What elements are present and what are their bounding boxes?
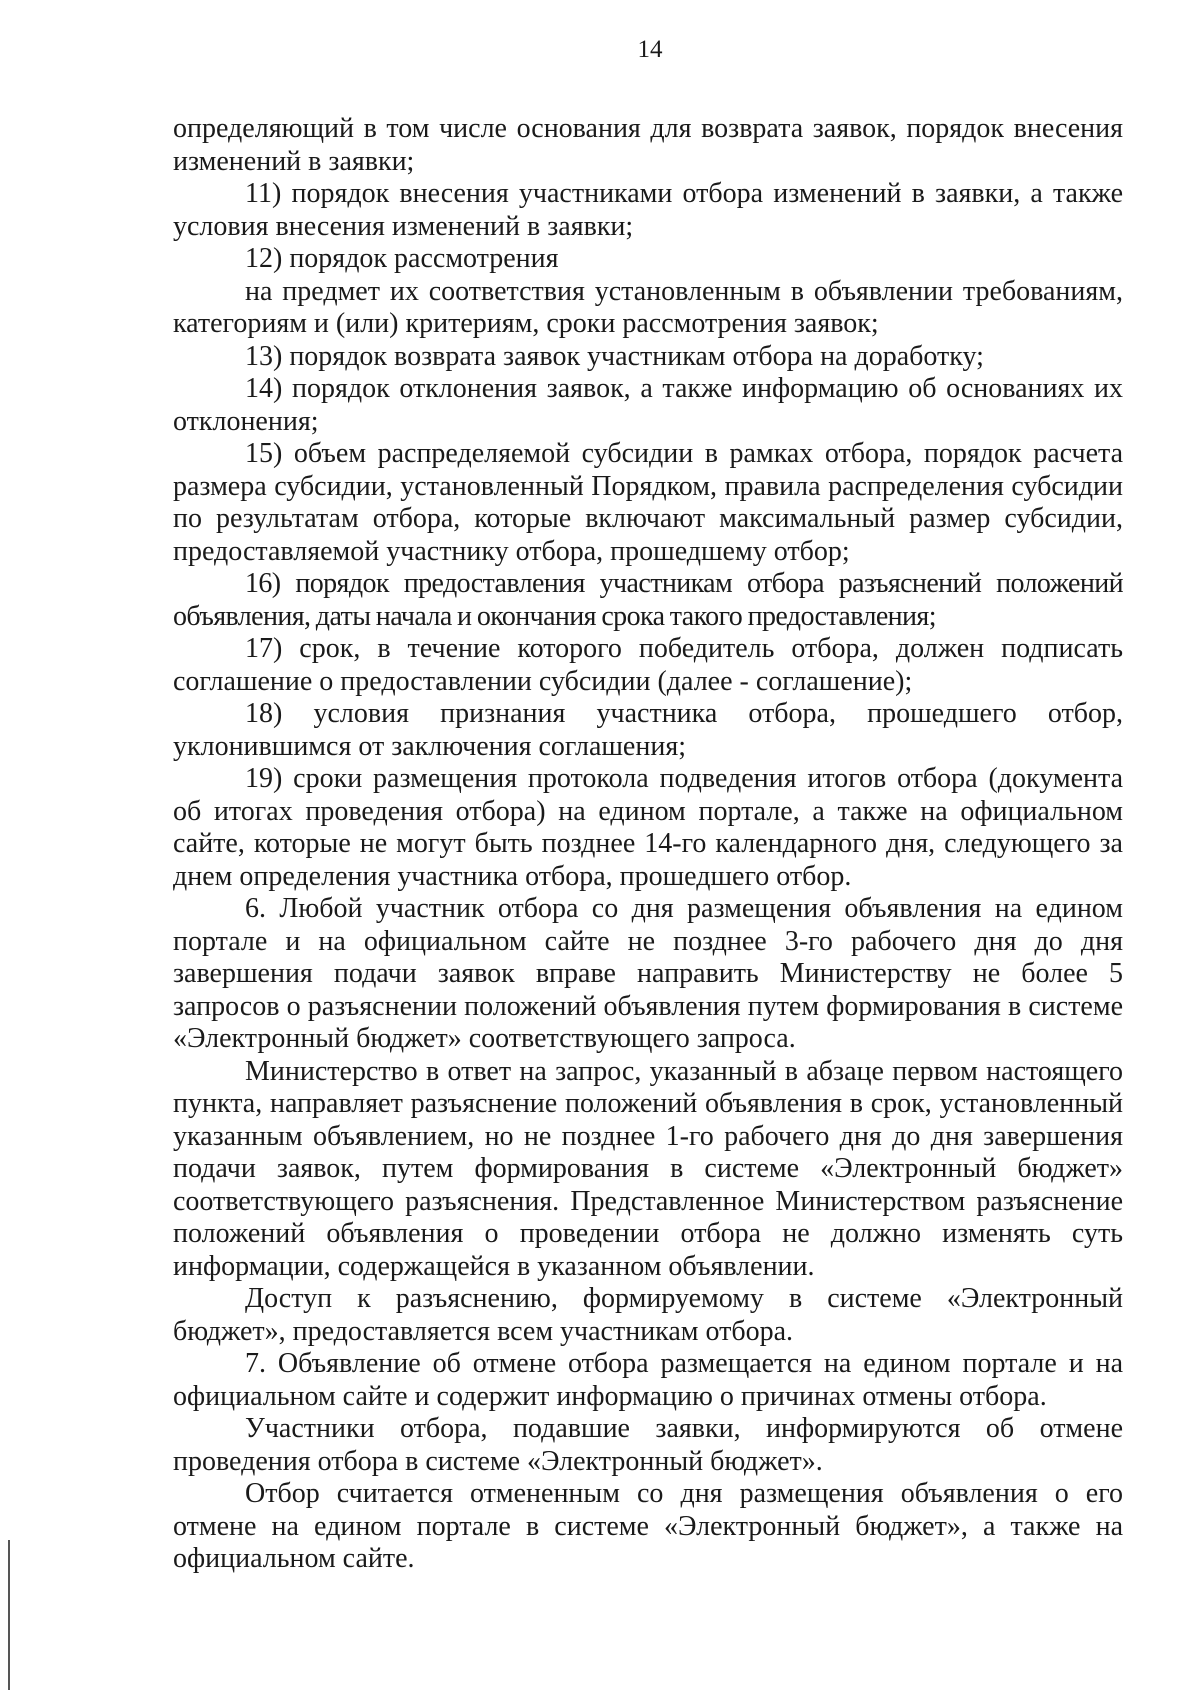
paragraph-item-13: 13) порядок возврата заявок участникам отбора на доработку;: [245, 340, 984, 372]
scan-edge-line: [8, 1540, 10, 1690]
paragraph-section-6: 6. Любой участник отбора со дня размещения объявления на едином портале и на официальном сайте не позднее 3-го рабочего дня до дня завершения подачи заявок вправе направить Министерству не более 5 запросов о разъяснении положений объявления путем формирования в системе «Электронный бюджет» соответствующего запроса.: [173, 893, 1123, 1054]
paragraph-item-16: 16) порядок предоставления участникам отбора разъяснений положений объявления, даты начала и окончания срока такого предоставления;: [173, 568, 1123, 632]
paragraph-item-11: 11) порядок внесения участниками отбора изменений в заявки, а также условия внесения изменений в заявки;: [173, 178, 1123, 242]
paragraph-item-14: 14) порядок отклонения заявок, а также информацию об основаниях их отклонения;: [173, 373, 1123, 437]
paragraph-item-12-continued: на предмет их соответствия установленным в объявлении требованиям, категориям и (или) критериям, сроки рассмотрения заявок;: [173, 275, 1123, 339]
paragraph-item-17: 17) срок, в течение которого победитель отбора, должен подписать соглашение о предоставлении субсидии (далее - соглашение);: [173, 633, 1123, 697]
paragraph-ministry-response: Министерство в ответ на запрос, указанный в абзаце первом настоящего пункта, направляет разъяснение положений объявления в срок, установленный указанным объявлением, но не позднее 1-го рабочего дня до дня завершения подачи заявок, путем формирования в системе «Электронный бюджет» соответствующего разъяснения. Представленное Министерством разъяснение положений объявления о проведении отбора не должно изменять суть информации, содержащейся в указанном объявлении.: [173, 1055, 1123, 1282]
paragraph-section-7: 7. Объявление об отмене отбора размещается на едином портале и на официальном сайте и содержит информацию о причинах отмены отбора.: [173, 1348, 1123, 1412]
paragraph-access-clarification: Доступ к разъяснению, формируемому в системе «Электронный бюджет», предоставляется всем участникам отбора.: [173, 1283, 1123, 1347]
document-body: [173, 113, 1123, 1576]
page-number: 14: [637, 36, 663, 63]
paragraph-item-12: 12) порядок рассмотрения: [245, 243, 559, 274]
paragraph-selection-cancelled: Отбор считается отмененным со дня размещения объявления о его отмене на едином портале в системе «Электронный бюджет», а также на официальном сайте.: [173, 1478, 1123, 1574]
paragraph-item-19: 19) сроки размещения протокола подведения итогов отбора (документа об итогах проведения отбора) на едином портале, а также на официальном сайте, которые не могут быть позднее 14-го календарного дня, следующего за днем определения участника отбора, прошедшего отбор.: [173, 763, 1123, 892]
paragraph-item-15: 15) объем распределяемой субсидии в рамках отбора, порядок расчета размера субсидии, установленный Порядком, правила распределения субсидии по результатам отбора, которые включают максимальный размер субсидии, предоставляемой участнику отбора, прошедшему отбор;: [173, 438, 1123, 567]
paragraph-continuation: определяющий в том числе основания для возврата заявок, порядок внесения изменений в заявки;: [173, 113, 1123, 177]
paragraph-item-18: 18) условия признания участника отбора, прошедшего отбор, уклонившимся от заключения соглашения;: [173, 698, 1123, 762]
paragraph-participants-informed: Участники отбора, подавшие заявки, информируются об отмене проведения отбора в системе «Электронный бюджет».: [173, 1413, 1123, 1477]
